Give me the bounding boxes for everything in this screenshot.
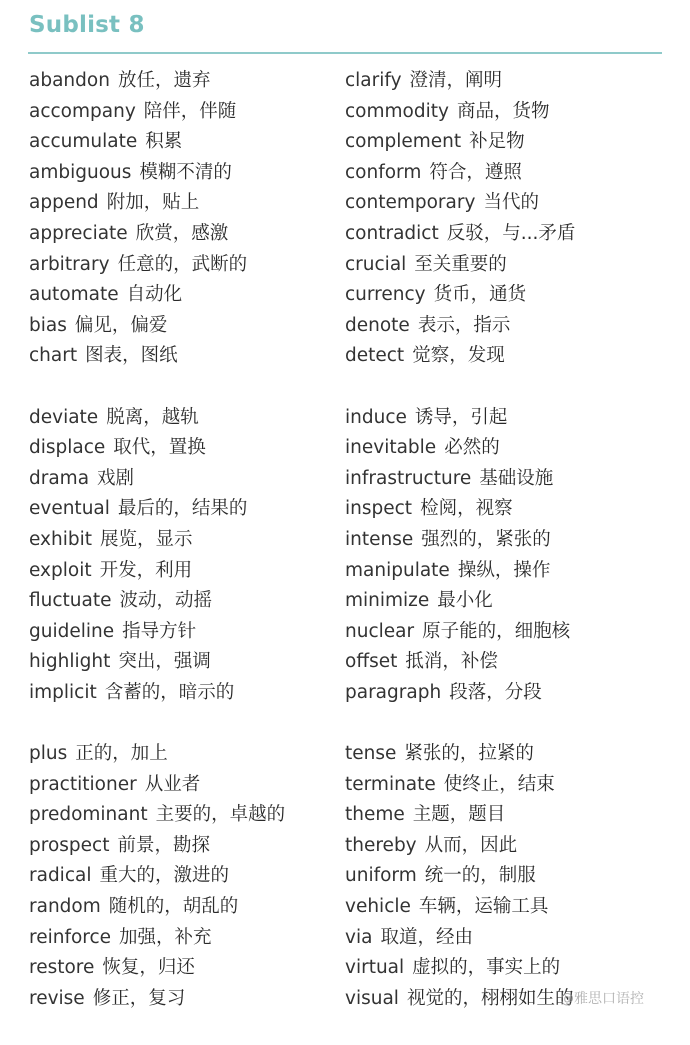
word-entry [345,66,675,97]
english-word: displace [29,437,106,459]
chinese-meaning: 补足物 [469,131,525,153]
word-group [345,403,675,709]
chinese-meaning: 表示，指示 [417,314,511,336]
chinese-meaning: 最小化 [437,590,493,612]
english-word: abandon [29,70,110,91]
english-word: via [345,926,373,948]
word-entry [29,127,329,158]
word-entry [345,311,675,342]
english-word: arbitrary [29,253,110,275]
english-word: exhibit [29,528,93,550]
word-entry [29,647,329,678]
english-word: minimize [345,590,430,612]
chinese-meaning: 戏剧 [97,467,135,489]
word-entry [29,923,329,954]
english-word: complement [345,131,462,153]
chinese-meaning: 波动，动摇 [119,590,213,612]
word-entry [345,219,675,250]
english-word: accompany [29,100,136,122]
english-word: currency [345,284,426,306]
chinese-meaning: 从业者 [144,773,201,795]
english-word: predominant [29,804,148,826]
word-entry [345,494,675,525]
english-word: detect [345,345,405,367]
chinese-meaning: 任意的，武断的 [117,253,248,275]
english-word: fluctuate [29,590,112,612]
chinese-meaning: 重大的，激进的 [99,865,229,887]
english-word: accumulate [29,131,138,153]
chinese-meaning: 商品，货物 [456,100,550,122]
english-word: commodity [345,100,449,122]
chinese-meaning: 放任，遗弃 [117,70,211,91]
english-word: ambiguous [29,161,132,183]
english-word: uniform [345,865,417,887]
word-entry [345,97,675,128]
word-entry [29,831,329,862]
word-entry [345,831,675,862]
chinese-meaning: 检阅，视察 [420,498,513,520]
word-entry [29,525,329,556]
chinese-meaning: 取代，置换 [113,437,206,459]
word-entry [345,341,675,372]
english-word: manipulate [345,559,450,581]
chinese-meaning: 澄清，阐明 [409,70,503,91]
english-word: vehicle [345,896,411,918]
word-entry [345,647,675,678]
word-entry [345,280,675,311]
watermark: @雅思口语控 [560,991,644,1007]
word-entry [345,953,675,984]
english-word: crucial [345,253,407,275]
chinese-meaning: 脱离，越轨 [106,406,199,428]
title-divider [28,52,662,54]
chinese-meaning: 货币，通货 [433,284,527,306]
english-word: random [29,896,101,918]
chinese-meaning: 强烈的，紧张的 [421,528,551,550]
chinese-meaning: 修正，复习 [92,987,186,1009]
chinese-meaning: 自动化 [126,284,183,306]
chinese-meaning: 图表，图纸 [85,345,178,367]
english-word: inspect [345,498,413,520]
english-word: contradict [345,222,439,244]
english-word: terminate [345,773,436,795]
word-entry [345,127,675,158]
chinese-meaning: 紧张的，拉紧的 [404,743,534,765]
word-entry [29,97,329,128]
chinese-meaning: 抵消，补偿 [405,651,498,673]
word-entry [29,158,329,189]
english-word: prospect [29,834,110,856]
chinese-meaning: 最后的，结果的 [117,498,248,520]
word-entry [29,280,329,311]
word-group [29,739,329,1014]
word-entry [345,250,675,281]
chinese-meaning: 偏见，偏爱 [74,314,168,336]
word-entry [345,586,675,617]
english-word: restore [29,957,95,979]
word-entry [345,403,675,434]
english-word: exploit [29,559,92,581]
word-entry [345,158,675,189]
chinese-meaning: 段落，分段 [449,681,542,703]
word-group [29,403,329,709]
word-entry [29,984,329,1015]
chinese-meaning: 当代的 [483,192,539,214]
english-word: appreciate [29,222,128,244]
chinese-meaning: 开发，利用 [99,559,193,581]
chinese-meaning: 随机的，胡乱的 [108,896,239,918]
chinese-meaning: 基础设施 [479,467,554,489]
english-word: chart [29,345,78,367]
chinese-meaning: 陪伴，伴随 [143,100,237,122]
word-entry [345,525,675,556]
chinese-meaning: 积累 [145,131,183,153]
word-entry [29,678,329,709]
chinese-meaning: 诱导，引起 [414,406,508,428]
word-entry [345,433,675,464]
word-entry [29,433,329,464]
word-entry [345,892,675,923]
word-entry [345,617,675,648]
word-entry [29,66,329,97]
word-entry [29,219,329,250]
chinese-meaning: 欣赏，感激 [135,222,229,244]
english-word: virtual [345,957,405,979]
chinese-meaning: 统一的，制服 [424,865,536,887]
english-word: highlight [29,651,111,673]
chinese-meaning: 加强，补充 [119,926,212,948]
page-title: Sublist 8 [29,12,145,38]
chinese-meaning: 反驳，与...矛盾 [446,222,576,244]
word-entry [29,586,329,617]
word-entry [29,556,329,587]
word-entry [29,403,329,434]
english-word: conform [345,161,422,183]
word-entry [29,617,329,648]
chinese-meaning: 符合，遵照 [429,161,522,183]
english-word: drama [29,467,90,489]
right-column [345,66,675,1045]
english-word: guideline [29,620,115,642]
english-word: revise [29,987,85,1009]
word-entry [345,678,675,709]
english-word: append [29,192,99,214]
word-entry [29,739,329,770]
english-word: implicit [29,681,97,703]
chinese-meaning: 主题，题目 [412,804,506,826]
word-entry [345,800,675,831]
chinese-meaning: 模糊不清的 [139,161,232,183]
word-group [29,66,329,372]
word-entry [29,341,329,372]
english-word: practitioner [29,773,137,795]
chinese-meaning: 恢复，归还 [102,957,195,979]
word-entry [29,892,329,923]
chinese-meaning: 车辆，运输工具 [418,896,549,918]
english-word: infrastructure [345,467,472,489]
word-entry [29,770,329,801]
english-word: theme [345,804,405,826]
word-entry [345,923,675,954]
english-word: radical [29,865,92,887]
english-word: clarify [345,70,402,91]
english-word: denote [345,314,410,336]
chinese-meaning: 从而，因此 [424,834,518,856]
word-entry [29,250,329,281]
english-word: paragraph [345,681,442,703]
english-word: bias [29,314,67,336]
word-entry [345,739,675,770]
english-word: inevitable [345,437,437,459]
chinese-meaning: 附加，贴上 [106,192,200,214]
word-entry [345,770,675,801]
chinese-meaning: 指导方针 [122,620,197,642]
word-entry [345,464,675,495]
english-word: eventual [29,498,110,520]
english-word: automate [29,284,119,306]
english-word: deviate [29,406,99,428]
chinese-meaning: 操纵，操作 [457,559,551,581]
chinese-meaning: 原子能的，细胞核 [422,620,571,642]
english-word: tense [345,743,397,765]
english-word: intense [345,528,414,550]
chinese-meaning: 取道，经由 [380,926,473,948]
chinese-meaning: 含蓄的，暗示的 [104,681,235,703]
chinese-meaning: 突出，强调 [118,651,211,673]
word-entry [29,953,329,984]
word-entry [29,464,329,495]
chinese-meaning: 虚拟的，事实上的 [412,957,561,979]
chinese-meaning: 至关重要的 [414,253,507,275]
english-word: reinforce [29,926,112,948]
chinese-meaning: 视觉的，栩栩如生的 [406,987,574,1009]
word-group [345,66,675,372]
chinese-meaning: 觉察，发现 [412,345,505,367]
chinese-meaning: 主要的，卓越的 [155,804,286,826]
word-entry [29,800,329,831]
left-column [29,66,329,1045]
word-entry [345,188,675,219]
english-word: plus [29,743,68,765]
word-entry [29,311,329,342]
word-entry [29,494,329,525]
chinese-meaning: 前景，勘探 [117,834,210,856]
chinese-meaning: 必然的 [444,437,500,459]
english-word: induce [345,406,407,428]
word-group [345,739,675,1014]
word-entry [345,861,675,892]
english-word: contemporary [345,192,476,214]
chinese-meaning: 正的，加上 [75,743,168,765]
chinese-meaning: 使终止，结束 [443,773,555,795]
word-entry [345,556,675,587]
word-entry [29,861,329,892]
chinese-meaning: 展览，显示 [100,528,193,550]
english-word: nuclear [345,620,415,642]
english-word: offset [345,651,398,673]
english-word: visual [345,987,399,1009]
english-word: thereby [345,834,417,856]
word-entry [29,188,329,219]
